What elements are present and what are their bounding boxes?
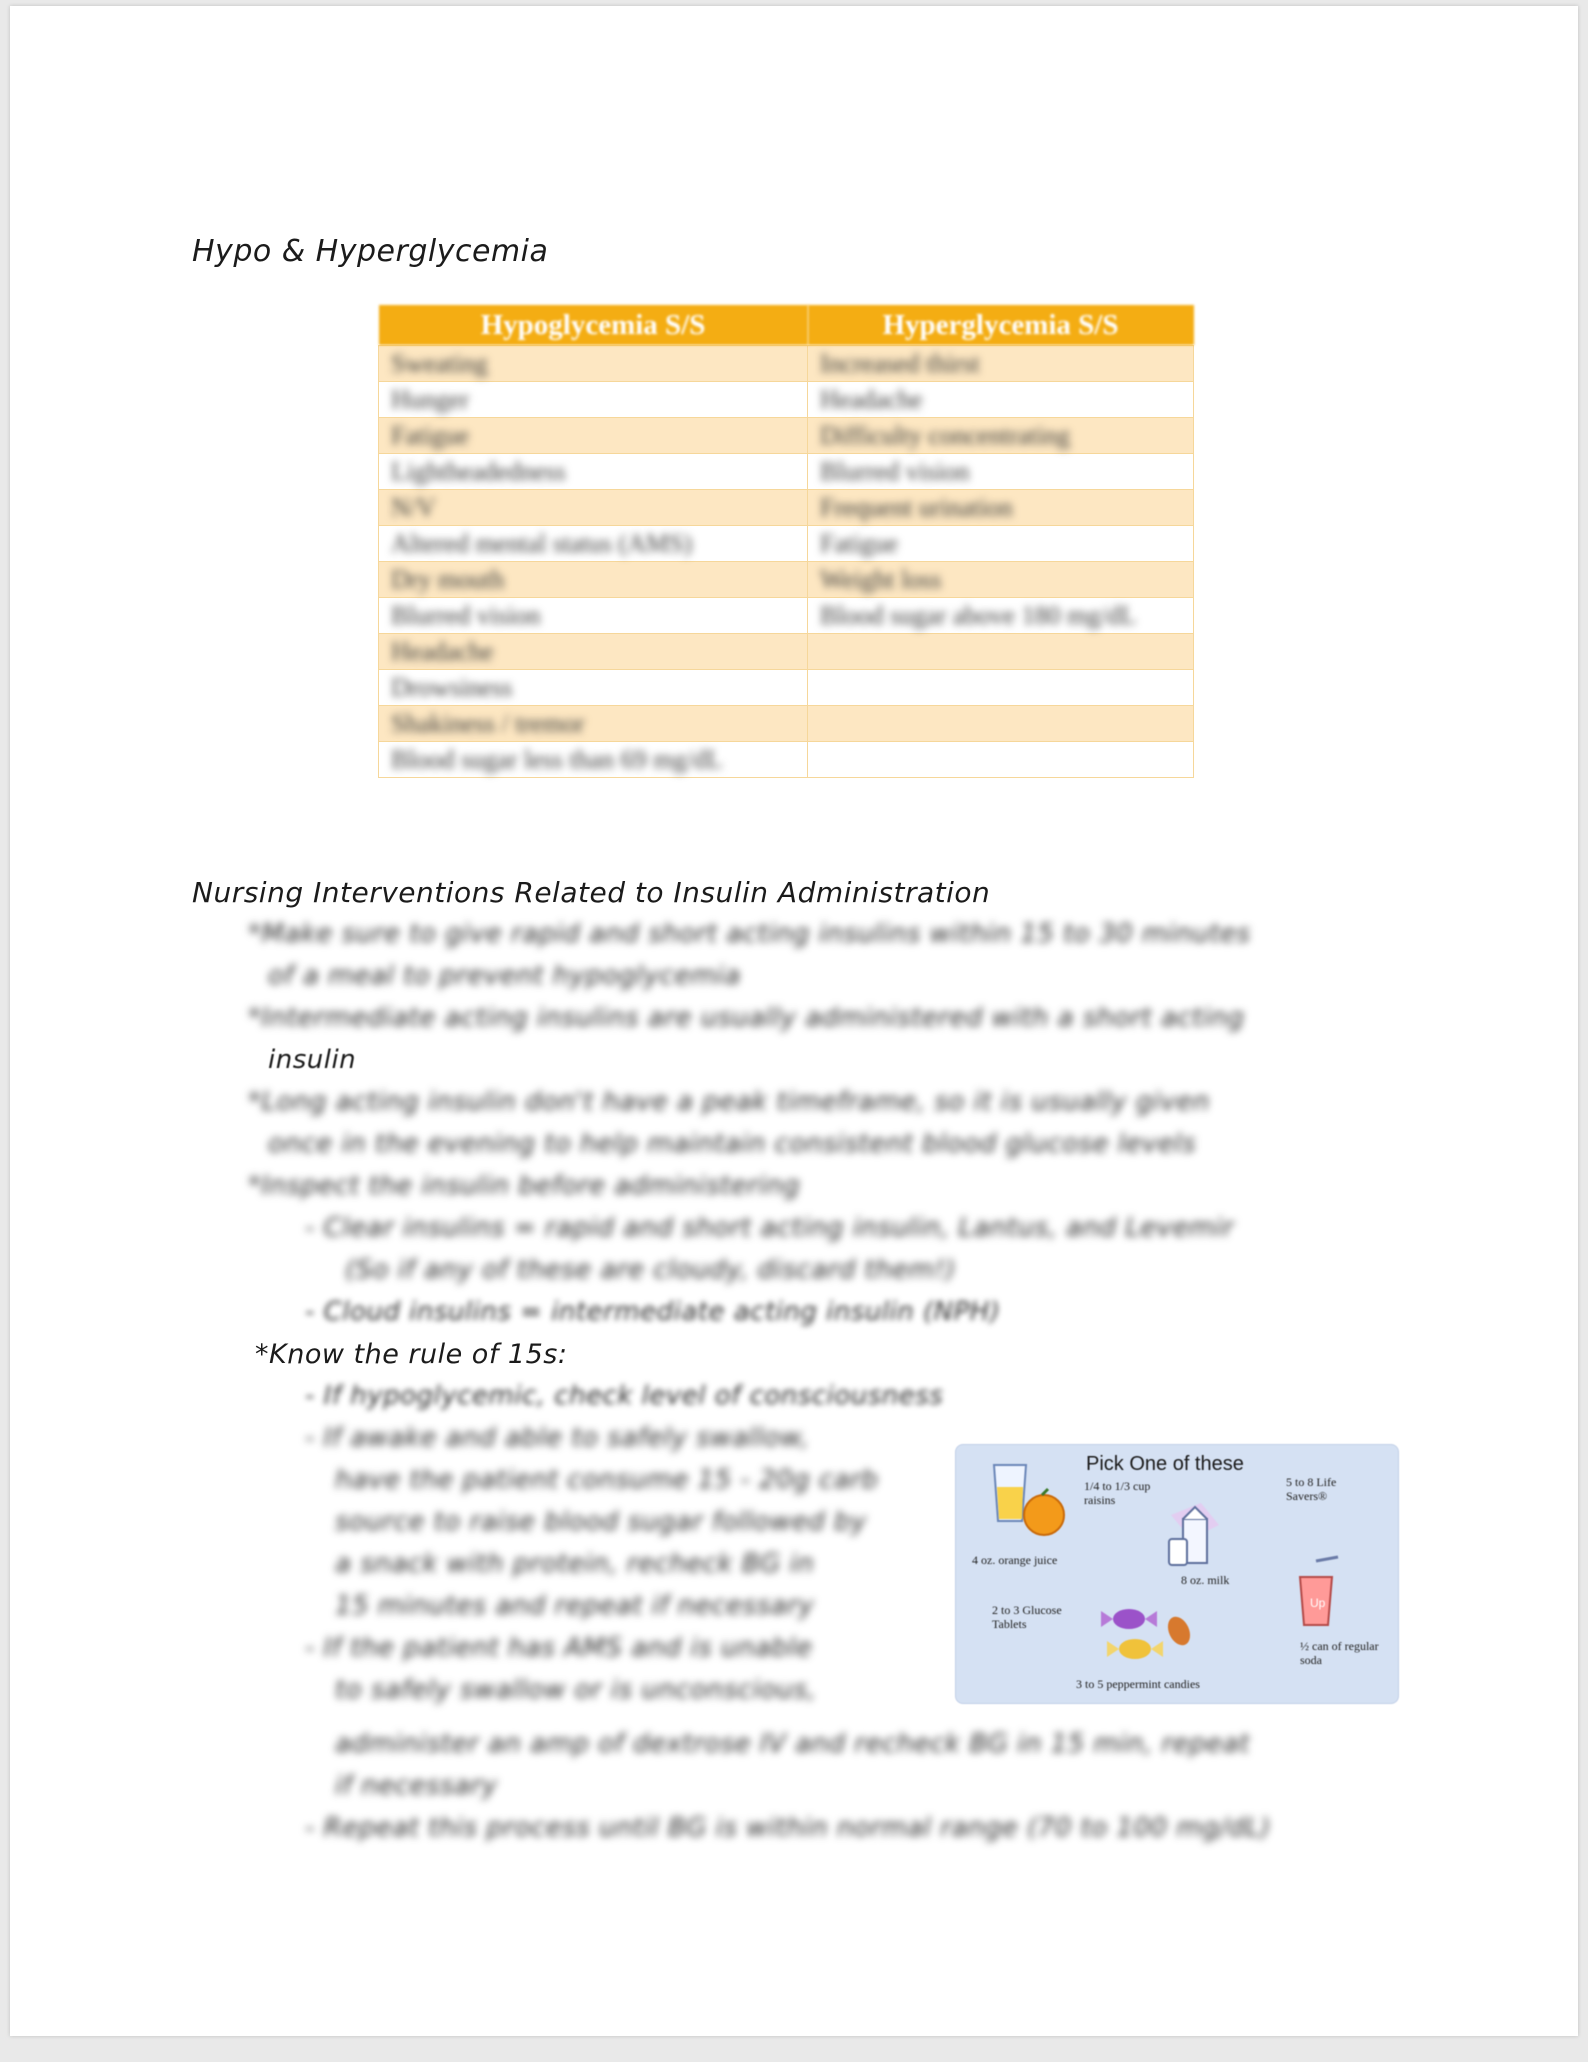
- cell-text: Blood sugar less than 69 mg/dL: [391, 744, 723, 774]
- cell-text: Blurred vision: [391, 600, 541, 630]
- cell-text: Frequent urination: [820, 492, 1013, 522]
- cell-text: Fatigue: [820, 528, 898, 558]
- note-line: *Long acting insulin don't have a peak timeframe, so it is usually given: [248, 1087, 1210, 1117]
- rule-line: if necessary: [335, 1771, 498, 1801]
- hyper-cell: [808, 598, 1194, 634]
- cell-text: Weight loss: [820, 564, 942, 594]
- cell-text: Lightheadedness: [391, 456, 566, 486]
- table-row: [379, 382, 1194, 418]
- table-row: [379, 742, 1194, 778]
- note-line: - Clear insulins = rapid and short acting insulin, Lantus, and Levemir: [305, 1213, 1234, 1243]
- lifesavers-label: 5 to 8 Life Savers®: [1286, 1475, 1337, 1503]
- cell-text: Blurred vision: [820, 456, 970, 486]
- hyper-cell: [808, 634, 1194, 670]
- signs-symptoms-table: [378, 305, 1194, 778]
- hyper-cell: [808, 670, 1194, 706]
- soda-label: ½ can of regular soda: [1300, 1639, 1379, 1667]
- hypo-cell: [379, 598, 808, 634]
- milk-icon: [1161, 1495, 1231, 1575]
- note-line: (So if any of these are cloudy, discard them!): [345, 1255, 957, 1285]
- cell-text: Hunger: [391, 384, 469, 414]
- note-line: *Make sure to give rapid and short acting insulins within 15 to 30 minutes: [248, 919, 1251, 949]
- cell-text: Headache: [391, 636, 494, 666]
- hypo-cell: [379, 634, 808, 670]
- candies-label: 3 to 5 peppermint candies: [1076, 1677, 1200, 1691]
- orange-juice-label: 4 oz. orange juice: [972, 1553, 1058, 1567]
- table-header-hyper: Hyperglycemia S/S: [808, 305, 1194, 346]
- cell-text: Difficulty concentrating: [820, 420, 1071, 450]
- svg-text:Up: Up: [1310, 1596, 1326, 1610]
- table-row: [379, 634, 1194, 670]
- hyper-cell: [808, 742, 1194, 778]
- hyper-cell: [808, 562, 1194, 598]
- cell-text: Fatigue: [391, 420, 469, 450]
- hyper-cell: [808, 418, 1194, 454]
- table-row: [379, 418, 1194, 454]
- milk-label: 8 oz. milk: [1181, 1573, 1230, 1587]
- glucose-label: 2 to 3 Glucose Tablets: [992, 1603, 1062, 1631]
- card-title: Pick One of these: [1086, 1453, 1244, 1475]
- hypo-cell: [379, 418, 808, 454]
- rule-line: administer an amp of dextrose IV and recheck BG in 15 min, repeat: [335, 1729, 1250, 1759]
- table-row: [379, 670, 1194, 706]
- hypo-cell: [379, 670, 808, 706]
- note-line: *Inspect the insulin before administering: [248, 1171, 801, 1201]
- rule-line: have the patient consume 15 - 20g carb: [335, 1465, 879, 1495]
- cell-text: Dry mouth: [391, 564, 505, 594]
- rule-line: a snack with protein, recheck BG in: [335, 1549, 815, 1579]
- table-header-hypo: Hypoglycemia S/S: [379, 305, 808, 346]
- cell-text: Headache: [820, 384, 923, 414]
- hypo-cell: [379, 706, 808, 742]
- candies-icon: [1091, 1595, 1211, 1675]
- document-title: Hypo & Hyperglycemia: [192, 234, 549, 269]
- cell-text: Increased thirst: [820, 348, 980, 378]
- note-line: *Intermediate acting insulins are usually administered with a short acting: [248, 1003, 1245, 1033]
- rule-line: to safely swallow or is unconscious,: [335, 1675, 817, 1705]
- raisins-label: 1/4 to 1/3 cup raisins: [1084, 1479, 1151, 1507]
- hyper-cell: [808, 454, 1194, 490]
- cell-text: Altered mental status (AMS): [391, 528, 693, 558]
- hyper-cell: [808, 526, 1194, 562]
- note-line: of a meal to prevent hypoglycemia: [268, 961, 741, 991]
- hypo-cell: [379, 562, 808, 598]
- rule-line: - Repeat this process until BG is within normal range (70 to 100 mg/dL): [305, 1813, 1271, 1843]
- hypo-cell: [379, 490, 808, 526]
- note-line: once in the evening to help maintain consistent blood glucose levels: [268, 1129, 1197, 1159]
- cell-text: N/V: [391, 492, 436, 522]
- table-row: [379, 706, 1194, 742]
- cell-text: Sweating: [391, 348, 488, 378]
- document-page: [10, 6, 1578, 2036]
- note-line: - Cloud insulins = intermediate acting insulin (NPH): [305, 1297, 1001, 1327]
- table-row: [379, 454, 1194, 490]
- table-row: [379, 562, 1194, 598]
- hypo-cell: [379, 346, 808, 382]
- table-row: [379, 490, 1194, 526]
- hyper-cell: [808, 706, 1194, 742]
- orange-juice-icon: [986, 1459, 1076, 1539]
- hypo-cell: [379, 742, 808, 778]
- hypo-cell: [379, 382, 808, 418]
- soda-icon: [1286, 1555, 1356, 1635]
- cell-text: Drowsiness: [391, 672, 513, 702]
- note-line: insulin: [268, 1045, 357, 1075]
- hyper-cell: [808, 346, 1194, 382]
- rule-line: - If awake and able to safely swallow,: [305, 1423, 810, 1453]
- hypo-cell: [379, 454, 808, 490]
- rule-title: *Know the rule of 15s:: [255, 1339, 568, 1370]
- rule-line: 15 minutes and repeat if necessary: [335, 1591, 815, 1621]
- table-row: [379, 598, 1194, 634]
- rule-line: source to raise blood sugar followed by: [335, 1507, 867, 1537]
- interventions-title: Nursing Interventions Related to Insulin Administration: [192, 876, 991, 909]
- hyper-cell: [808, 382, 1194, 418]
- table-row: [379, 346, 1194, 382]
- rule-of-15-card: [955, 1444, 1399, 1704]
- cell-text: Blood sugar above 180 mg/dL: [820, 600, 1137, 630]
- table-row: [379, 526, 1194, 562]
- cell-text: Shakiness / tremor: [391, 708, 585, 738]
- hypo-cell: [379, 526, 808, 562]
- rule-line: - If the patient has AMS and is unable: [305, 1633, 813, 1663]
- rule-line: - If hypoglycemic, check level of consciousness: [305, 1381, 944, 1411]
- hyper-cell: [808, 490, 1194, 526]
